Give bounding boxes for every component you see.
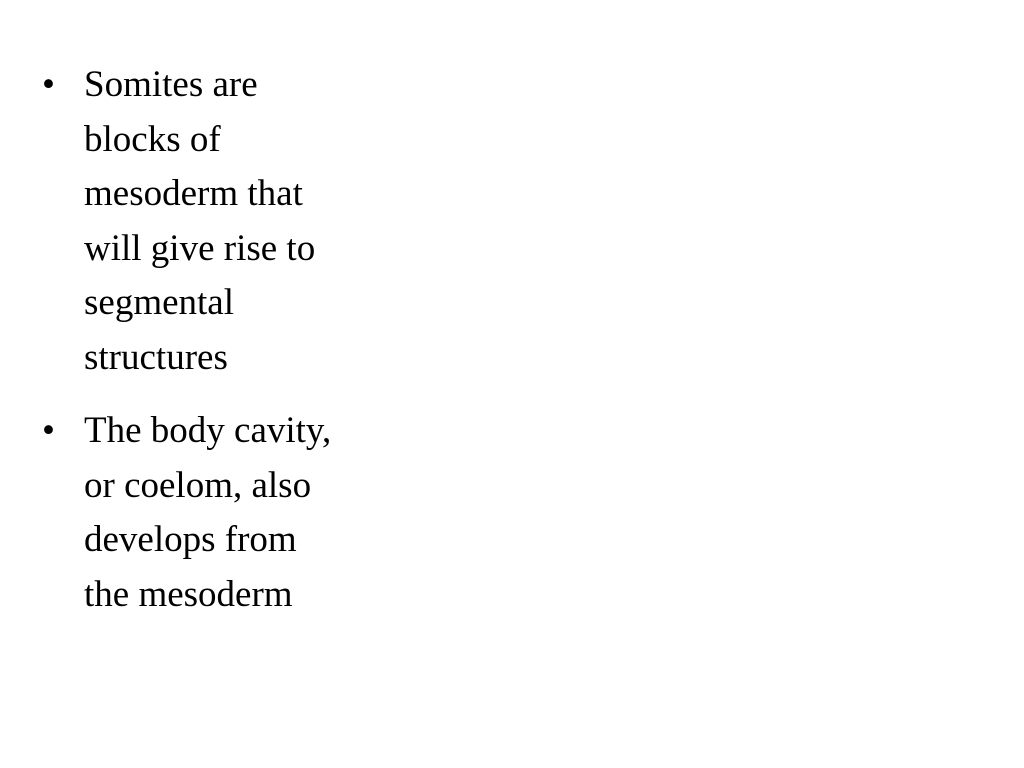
bullet-item-coelom	[40, 404, 400, 622]
bullet-list	[40, 58, 400, 641]
bullet-text-line: mesoderm that	[84, 173, 303, 214]
bullet-text-line: Somites are	[84, 64, 258, 105]
bullet-text-line: The body cavity,	[84, 410, 332, 451]
bullet-text-line: will give rise to	[84, 227, 316, 269]
bullet-text-line: blocks of	[84, 118, 221, 160]
bullet-text-line: structures	[84, 336, 228, 378]
bullet-point-icon: •	[42, 64, 55, 105]
bullet-point-icon: •	[42, 410, 55, 451]
bullet-item-somites	[40, 58, 400, 385]
bullet-text-line: or coelom, also	[84, 464, 312, 506]
bullet-text-line: segmental	[84, 282, 235, 323]
bullet-text-line: the mesoderm	[84, 573, 293, 615]
bullet-text-line: develops from	[84, 519, 297, 560]
